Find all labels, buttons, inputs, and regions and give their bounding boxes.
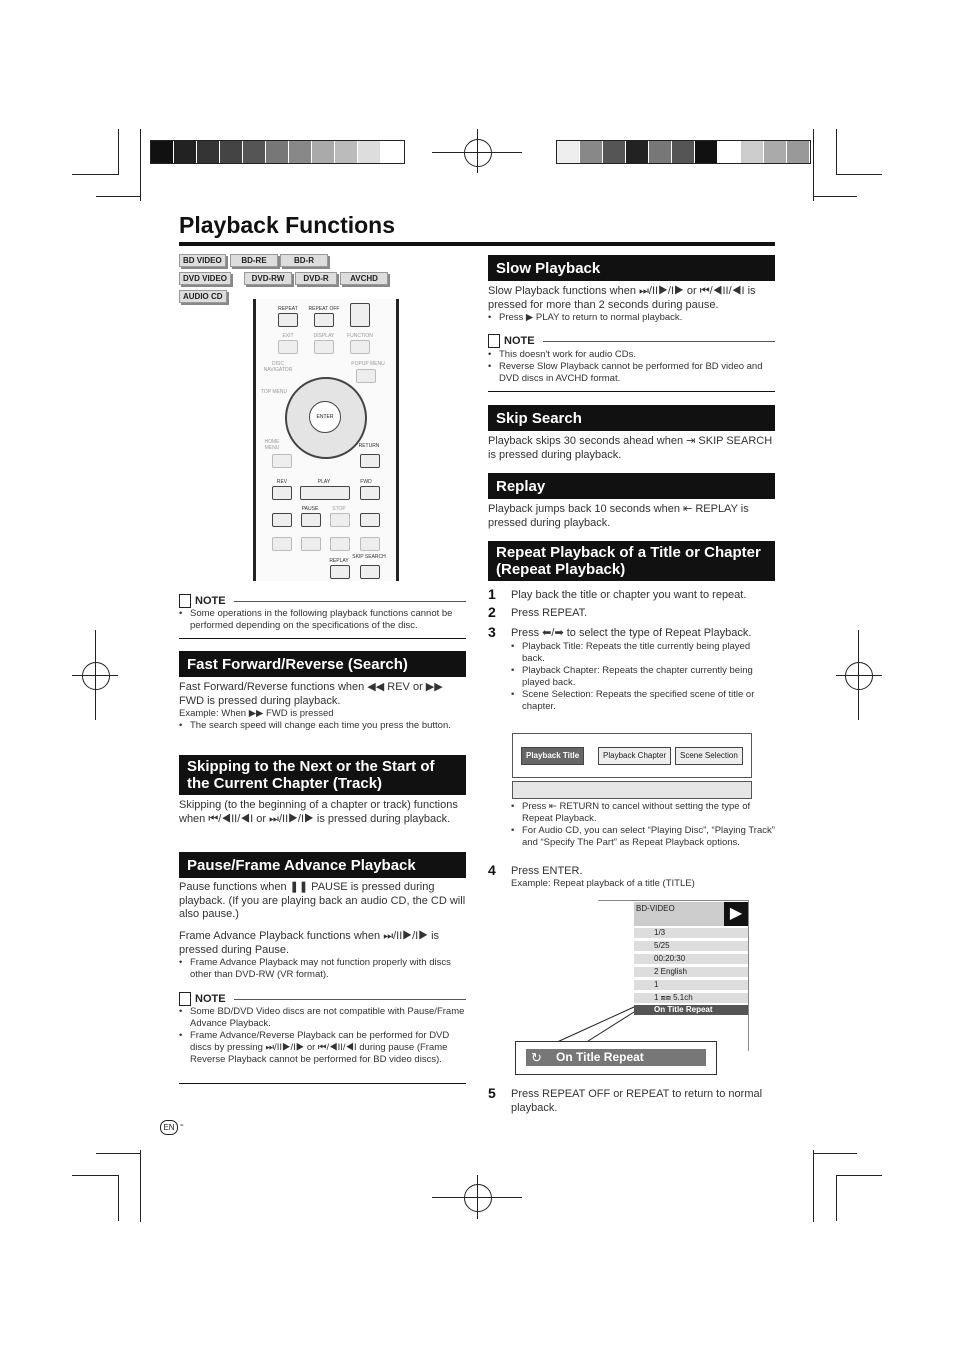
crop-mark bbox=[96, 196, 140, 197]
crop-mark bbox=[140, 1150, 141, 1222]
info-header: BD-VIDEO bbox=[634, 902, 724, 926]
title-rule bbox=[179, 242, 775, 246]
remote-label-rev: REV bbox=[276, 479, 288, 485]
skipping-heading: Skipping to the Next or the Start of the Current Chapter (Track) bbox=[179, 755, 466, 795]
crop-mark bbox=[813, 1153, 857, 1154]
crop-mark bbox=[836, 174, 882, 175]
crop-mark bbox=[477, 1175, 478, 1219]
remote-label-play: PLAY bbox=[317, 479, 331, 485]
playback-chapter-option[interactable]: Playback Chapter bbox=[598, 747, 671, 765]
badge-bd-re: BD-RE bbox=[230, 254, 278, 267]
remote-label-disc-navigator: DISC NAVIGATOR bbox=[263, 361, 293, 373]
section-rule bbox=[488, 391, 775, 392]
remote-display-button bbox=[314, 340, 334, 354]
badge-dvd-video: DVD VIDEO bbox=[179, 272, 231, 285]
info-row-subtitle: 2 English bbox=[634, 967, 748, 977]
step-text: Press REPEAT OFF or REPEAT to return to normal playback. bbox=[511, 1088, 763, 1114]
step-number: 1 bbox=[488, 586, 496, 602]
remote-label-replay: REPLAY bbox=[329, 558, 349, 564]
remote-label-stop: STOP bbox=[332, 506, 346, 512]
crop-mark bbox=[836, 675, 882, 676]
slow-note-heading bbox=[488, 334, 535, 348]
replay-heading: Replay bbox=[488, 473, 775, 499]
registration-crosshair bbox=[82, 662, 110, 690]
remote-next-button bbox=[360, 513, 380, 527]
pause-heading: Pause/Frame Advance Playback bbox=[179, 852, 466, 878]
pause-text-2 bbox=[179, 930, 466, 981]
crop-mark bbox=[858, 630, 859, 720]
remote-function-button bbox=[350, 340, 370, 354]
badge-dvd-r: DVD-R bbox=[295, 272, 337, 285]
crop-mark bbox=[140, 129, 141, 201]
fast-forward-text bbox=[179, 681, 466, 732]
note-list bbox=[179, 608, 466, 632]
note-icon bbox=[179, 594, 191, 608]
remote-pause-button bbox=[301, 513, 321, 527]
step-number: 3 bbox=[488, 624, 496, 640]
note-item: • Reverse Slow Playback cannot be performed for BD video and DVD discs in AVCHD format. bbox=[488, 361, 775, 385]
step-bullet: • Scene Selection: Repeats the specified scene of title or chapter. bbox=[511, 689, 775, 713]
play-icon: ▶ bbox=[724, 902, 748, 926]
note-heading bbox=[179, 594, 226, 608]
note-rule bbox=[543, 341, 775, 342]
crop-mark bbox=[813, 196, 857, 197]
pause-note-heading bbox=[179, 992, 226, 1006]
remote-replay-button bbox=[330, 565, 350, 579]
step-3-description: Press ⬅/➡ to select the type of Repeat Playback. bbox=[511, 627, 752, 639]
remote-label-top-menu: TOP MENU bbox=[260, 389, 288, 395]
repeat-type-panel bbox=[512, 733, 752, 778]
remote-color-button bbox=[360, 537, 380, 551]
skip-search-heading: Skip Search bbox=[488, 405, 775, 431]
section-rule bbox=[179, 1083, 466, 1084]
note-item: • Some BD/DVD Video discs are not compatible with Pause/Frame Advance Playback. bbox=[179, 1006, 466, 1030]
slow-bullet: • Press ▶ PLAY to return to normal playback. bbox=[488, 312, 775, 324]
remote-repeat-off-button bbox=[314, 313, 334, 327]
section-rule bbox=[179, 638, 466, 639]
remote-menu-button bbox=[356, 369, 376, 383]
step-text: Press ENTER. bbox=[511, 865, 583, 877]
note-item: • Frame Advance/Reverse Playback can be performed for DVD discs by pressing ⏭/II▶/I▶ or ⏮/◀II/◀I during pause (Frame Reverse Playback cannot be performed for BD video discs). bbox=[179, 1030, 466, 1066]
step-text: Play back the title or chapter you want to repeat. bbox=[511, 589, 747, 601]
step-text: Press REPEAT. bbox=[511, 607, 588, 619]
info-row-chapter: 5/25 bbox=[634, 941, 748, 951]
callout-label: On Title Repeat bbox=[526, 1049, 706, 1066]
step-bullet: • Playback Title: Repeats the title currently being played back. bbox=[511, 641, 775, 665]
step-bullet: • Playback Chapter: Repeats the chapter currently being played back. bbox=[511, 665, 775, 689]
remote-play-button bbox=[300, 486, 350, 500]
remote-color-button bbox=[301, 537, 321, 551]
slow-heading: Slow Playback bbox=[488, 255, 775, 281]
remote-label-repeat: REPEAT bbox=[278, 306, 298, 312]
remote-color-button bbox=[330, 537, 350, 551]
crop-mark bbox=[72, 1175, 118, 1176]
fast-forward-description: Fast Forward/Reverse functions when ◀◀ REV or ▶▶ FWD is pressed during playback. bbox=[179, 681, 443, 707]
step-bullet: • For Audio CD, you can select “Playing Disc”, “Playing Track” and “Specify The Part” as Repeat Playback options. bbox=[511, 825, 775, 849]
step-text bbox=[511, 627, 775, 713]
remote-stop-button bbox=[330, 513, 350, 527]
crop-mark bbox=[72, 174, 118, 175]
crop-mark bbox=[836, 129, 837, 175]
note-icon bbox=[179, 992, 191, 1006]
scene-selection-option[interactable]: Scene Selection bbox=[675, 747, 743, 765]
callout-lines bbox=[515, 1000, 645, 1045]
crop-mark bbox=[477, 129, 478, 173]
remote-label-skip-search: SKIP SEARCH bbox=[352, 554, 386, 560]
skip-search-text: Playback skips 30 seconds ahead when ⇥ SKIP SEARCH is pressed during playback. bbox=[488, 435, 773, 461]
remote-color-button bbox=[272, 537, 292, 551]
osd-info-bar bbox=[512, 781, 752, 799]
note-rule bbox=[234, 999, 466, 1000]
remote-exit-button bbox=[278, 340, 298, 354]
crop-mark bbox=[96, 1153, 140, 1154]
crop-mark bbox=[813, 129, 814, 201]
remote-enter-button: ENTER bbox=[309, 401, 341, 433]
fast-forward-bullet: • The search speed will change each time you press the button. bbox=[179, 720, 466, 732]
note-label: NOTE bbox=[195, 595, 226, 607]
pause-note-list bbox=[179, 1006, 466, 1066]
remote-prev-button bbox=[272, 513, 292, 527]
crop-mark bbox=[95, 630, 96, 720]
badge-audio-cd: AUDIO CD bbox=[179, 290, 227, 303]
note-item: • This doesn't work for audio CDs. bbox=[488, 349, 775, 361]
slow-note-list bbox=[488, 349, 775, 385]
callout-box bbox=[515, 1041, 717, 1075]
slow-description: Slow Playback functions when ⏭/II▶/I▶ or ⏮/◀II/◀I is pressed for more than 2 seconds during pause. bbox=[488, 285, 756, 311]
registration-crosshair bbox=[464, 1184, 492, 1212]
step-number: 4 bbox=[488, 862, 496, 878]
repeat-heading: Repeat Playback of a Title or Chapter (Repeat Playback) bbox=[488, 541, 775, 581]
note-item: • Some operations in the following playback functions cannot be performed depending on the specifications of the disc. bbox=[179, 608, 466, 632]
playback-title-option[interactable]: Playback Title bbox=[521, 747, 584, 765]
registration-crosshair bbox=[464, 139, 492, 167]
info-row-repeat: On Title Repeat bbox=[634, 1005, 748, 1015]
step-bullet: • Press ⇤ RETURN to cancel without setting the type of Repeat Playback. bbox=[511, 801, 775, 825]
pause-bullet: • Frame Advance Playback may not function properly with discs other than DVD-RW (VR format). bbox=[179, 957, 466, 981]
remote-rev-button bbox=[272, 486, 292, 500]
repeat-example: Example: Repeat playback of a title (TITLE) bbox=[511, 878, 695, 889]
info-row-time: 00:20:30 bbox=[634, 954, 748, 964]
color-bar-right bbox=[556, 140, 811, 164]
step-number: 5 bbox=[488, 1085, 496, 1101]
remote-label-return: RETURN bbox=[358, 443, 380, 449]
remote-fwd-button bbox=[360, 486, 380, 500]
crop-mark bbox=[813, 1150, 814, 1222]
remote-skip-search-button bbox=[360, 565, 380, 579]
note-rule bbox=[234, 601, 466, 602]
page-number-dash: - bbox=[180, 1119, 184, 1131]
crop-mark bbox=[118, 129, 119, 175]
remote-label-pause: PAUSE bbox=[301, 506, 319, 512]
note-label: NOTE bbox=[195, 993, 226, 1005]
remote-illustration bbox=[253, 299, 399, 581]
info-row-audio: 1 ⧈⧈ 5.1ch bbox=[634, 993, 748, 1003]
pause-frame-advance: Frame Advance Playback functions when ⏭/II▶/I▶ is pressed during Pause. bbox=[179, 930, 440, 956]
badge-dvd-rw: DVD-RW bbox=[244, 272, 292, 285]
badge-bd-video: BD VIDEO bbox=[179, 254, 226, 267]
skipping-text: Skipping (to the beginning of a chapter or track) functions when ⏮/◀II/◀I or ⏭/II▶/I▶ is pressed during playback. bbox=[179, 799, 458, 825]
slow-text bbox=[488, 285, 775, 324]
pause-text-1: Pause functions when ❚❚ PAUSE is pressed during playback. (If you are playing back an audio CD, the CD will also pause.) bbox=[179, 881, 466, 920]
color-bar-left bbox=[150, 140, 405, 164]
step-number: 2 bbox=[488, 604, 496, 620]
replay-text: Playback jumps back 10 seconds when ⇤ REPLAY is pressed during playback. bbox=[488, 503, 749, 529]
remote-label-function: FUNCTION bbox=[347, 333, 373, 339]
repeat-icon: ↻ bbox=[531, 1050, 542, 1065]
remote-label-display: DISPLAY bbox=[313, 333, 335, 339]
remote-blank-button bbox=[350, 303, 370, 327]
note-icon bbox=[488, 334, 500, 348]
crop-mark bbox=[118, 1175, 119, 1221]
badge-avchd: AVCHD bbox=[340, 272, 388, 285]
remote-label-popup-menu: POPUP MENU bbox=[351, 361, 385, 367]
remote-label-repeat-off: REPEAT OFF bbox=[308, 306, 340, 312]
remote-label-home-menu: HOME MENU bbox=[264, 439, 280, 451]
crop-mark bbox=[836, 1175, 882, 1176]
repeat-after-bullets bbox=[511, 801, 775, 849]
registration-crosshair bbox=[845, 662, 873, 690]
remote-repeat-button bbox=[278, 313, 298, 327]
remote-home-button bbox=[272, 454, 292, 468]
fast-forward-heading: Fast Forward/Reverse (Search) bbox=[179, 651, 466, 677]
fast-forward-example: Example: When ▶▶ FWD is pressed bbox=[179, 708, 334, 719]
remote-return-button bbox=[360, 454, 380, 468]
remote-label-fwd: FWD bbox=[360, 479, 372, 485]
info-row-angle: 1 bbox=[634, 980, 748, 990]
page-title: Playback Functions bbox=[179, 212, 396, 238]
crop-mark bbox=[836, 1175, 837, 1221]
note-label: NOTE bbox=[504, 335, 535, 347]
page-language-badge: EN bbox=[160, 1120, 178, 1135]
info-row-title: 1/3 bbox=[634, 928, 748, 938]
badge-bd-r: BD-R bbox=[280, 254, 328, 267]
remote-label-exit: EXIT bbox=[282, 333, 294, 339]
